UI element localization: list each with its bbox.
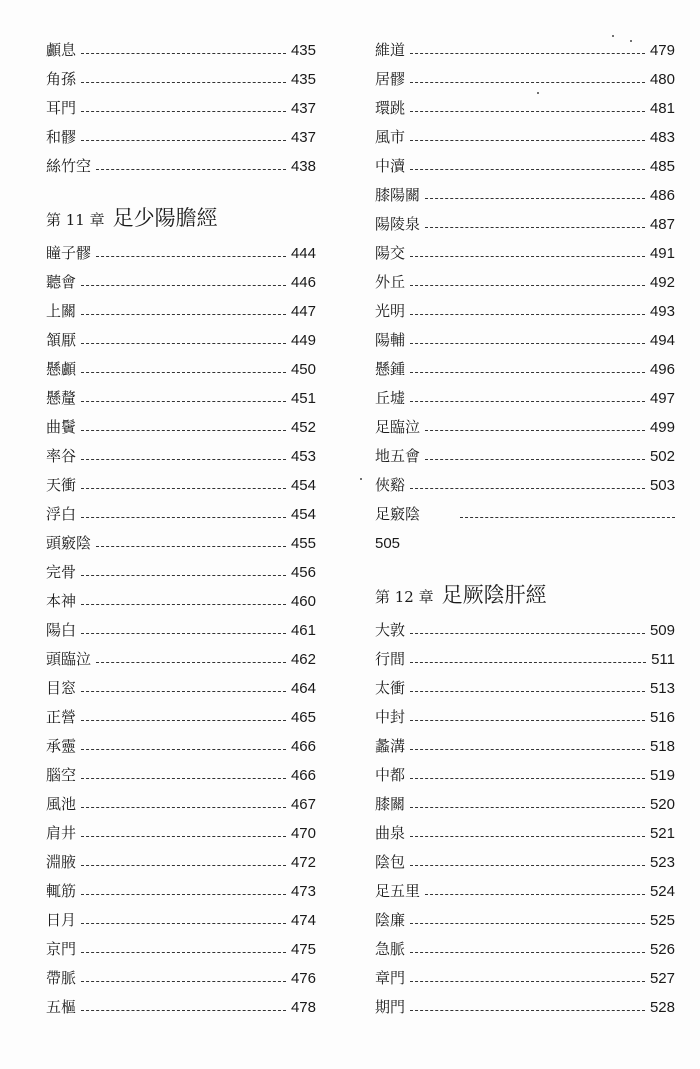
- entry-page: 513: [649, 680, 675, 697]
- entry-page: 446: [290, 274, 316, 291]
- entry-name: 中封: [375, 708, 406, 726]
- entry-name: 正營: [46, 708, 77, 726]
- scan-speck: [537, 92, 539, 94]
- entry-name: 浮白: [46, 505, 77, 523]
- entry-name: 承靈: [46, 737, 77, 755]
- entry-page: 503: [649, 477, 675, 494]
- toc-entry[interactable]: [375, 355, 675, 384]
- entry-name: 風市: [375, 128, 406, 146]
- dot-leader: [81, 951, 286, 953]
- entry-page: 447: [290, 303, 316, 320]
- toc-entry[interactable]: [46, 268, 316, 297]
- entry-page: 467: [290, 796, 316, 813]
- entry-name: 日月: [46, 911, 77, 929]
- entry-page: 473: [290, 883, 316, 900]
- dot-leader: [410, 777, 645, 779]
- entry-name: 陽輔: [375, 331, 406, 349]
- entry-name: 瞳子髎: [46, 244, 92, 262]
- dot-leader: [81, 1009, 286, 1011]
- entry-page: 481: [649, 100, 675, 117]
- toc-entry[interactable]: [46, 94, 316, 123]
- toc-entry[interactable]: [46, 442, 316, 471]
- entry-name: 急脈: [375, 940, 406, 958]
- entry-page: 438: [290, 158, 316, 175]
- entry-name: 中瀆: [375, 157, 406, 175]
- dot-leader: [410, 661, 646, 663]
- toc-entry[interactable]: [46, 529, 316, 558]
- dot-leader: [96, 168, 286, 170]
- entry-page: 454: [290, 506, 316, 523]
- entry-name: 曲泉: [375, 824, 406, 842]
- entry-name: 膝關: [375, 795, 406, 813]
- toc-entry[interactable]: [46, 587, 316, 616]
- entry-name: 懸釐: [46, 389, 77, 407]
- chapter-12-entries: [375, 616, 675, 1022]
- toc-entry[interactable]: [46, 877, 316, 906]
- entry-page: 491: [649, 245, 675, 262]
- toc-entry[interactable]: [46, 935, 316, 964]
- toc-entry[interactable]: [46, 36, 316, 65]
- entry-page: 461: [290, 622, 316, 639]
- entry-name: 光明: [375, 302, 406, 320]
- dot-leader: [81, 893, 286, 895]
- entry-name: 上關: [46, 302, 77, 320]
- dot-leader: [96, 255, 286, 257]
- entry-page: 466: [290, 738, 316, 755]
- toc-entry-broken[interactable]: [375, 500, 675, 529]
- entry-name: 陽陵泉: [375, 215, 421, 233]
- toc-entry[interactable]: [375, 790, 675, 819]
- entry-name: 京門: [46, 940, 77, 958]
- left-top-entries: [46, 36, 316, 181]
- entry-name: 維道: [375, 41, 406, 59]
- entry-name: 中都: [375, 766, 406, 784]
- entry-name: 帶脈: [46, 969, 77, 987]
- entry-name: 足五里: [375, 882, 421, 900]
- entry-page: 478: [290, 999, 316, 1016]
- entry-page: 524: [649, 883, 675, 900]
- dot-leader: [410, 922, 645, 924]
- entry-page: 497: [649, 390, 675, 407]
- entry-name: 耳門: [46, 99, 77, 117]
- toc-entry[interactable]: [375, 964, 675, 993]
- toc-entry[interactable]: [375, 239, 675, 268]
- toc-entry[interactable]: [46, 471, 316, 500]
- right-top-entries: [375, 36, 675, 500]
- toc-entry[interactable]: [375, 268, 675, 297]
- dot-leader: [81, 516, 286, 518]
- dot-leader: [81, 429, 286, 431]
- toc-entry[interactable]: [375, 442, 675, 471]
- entry-name: 章門: [375, 969, 406, 987]
- toc-entry[interactable]: [46, 761, 316, 790]
- entry-name: 輒筋: [46, 882, 77, 900]
- entry-name: 俠谿: [375, 476, 406, 494]
- toc-entry[interactable]: [46, 645, 316, 674]
- entry-page: 518: [649, 738, 675, 755]
- toc-entry[interactable]: [46, 500, 316, 529]
- toc-entry[interactable]: [46, 703, 316, 732]
- right-column: [375, 36, 675, 1022]
- dot-leader: [410, 168, 645, 170]
- entry-page: 494: [649, 332, 675, 349]
- entry-page: 452: [290, 419, 316, 436]
- entry-page: 475: [290, 941, 316, 958]
- toc-entry[interactable]: [375, 877, 675, 906]
- entry-name: 足竅陰: [375, 505, 421, 523]
- toc-entry[interactable]: [375, 181, 675, 210]
- entry-name: 完骨: [46, 563, 77, 581]
- toc-entry[interactable]: [375, 848, 675, 877]
- dot-leader: [425, 197, 645, 199]
- entry-name: 曲鬢: [46, 418, 77, 436]
- entry-name: 丘墟: [375, 389, 406, 407]
- entry-page: 476: [290, 970, 316, 987]
- toc-entry[interactable]: [46, 384, 316, 413]
- entry-name: 陰包: [375, 853, 406, 871]
- entry-page: 462: [290, 651, 316, 668]
- dot-leader: [410, 719, 645, 721]
- dot-leader: [410, 864, 645, 866]
- entry-name: 外丘: [375, 273, 406, 291]
- dot-leader: [81, 458, 286, 460]
- entry-name: 肩井: [46, 824, 77, 842]
- dot-leader: [81, 487, 286, 489]
- toc-entry[interactable]: [46, 326, 316, 355]
- toc-entry[interactable]: [375, 703, 675, 732]
- entry-name: 頭竅陰: [46, 534, 92, 552]
- dot-leader: [410, 139, 645, 141]
- entry-page: 511: [651, 651, 675, 668]
- toc-entry[interactable]: [375, 761, 675, 790]
- dot-leader: [81, 52, 286, 54]
- chapter-11-title: 足少陽膽經: [112, 206, 218, 230]
- toc-entry[interactable]: [375, 993, 675, 1022]
- dot-leader: [81, 864, 286, 866]
- entry-name: 和髎: [46, 128, 77, 146]
- dot-leader: [81, 632, 286, 634]
- entry-page: 519: [649, 767, 675, 784]
- entry-name: 懸鍾: [375, 360, 406, 378]
- entry-page: 520: [649, 796, 675, 813]
- dot-leader: [425, 458, 645, 460]
- toc-entry[interactable]: [375, 819, 675, 848]
- entry-page: 435: [290, 71, 316, 88]
- toc-entry[interactable]: [46, 674, 316, 703]
- entry-page: 444: [290, 245, 316, 262]
- toc-entry[interactable]: [46, 790, 316, 819]
- entry-name: 陽交: [375, 244, 406, 262]
- entry-page-wrapped: 505: [375, 535, 401, 552]
- entry-name: 陰廉: [375, 911, 406, 929]
- dot-leader: [81, 400, 286, 402]
- dot-leader: [410, 52, 645, 54]
- entry-page: 480: [649, 71, 675, 88]
- entry-name: 陽白: [46, 621, 77, 639]
- entry-page: 521: [649, 825, 675, 842]
- entry-page: 525: [649, 912, 675, 929]
- chapter-12-label: 第 12 章: [375, 588, 434, 606]
- entry-name: 天衝: [46, 476, 77, 494]
- entry-page: 493: [649, 303, 675, 320]
- toc-entry[interactable]: [375, 210, 675, 239]
- dot-leader: [410, 81, 645, 83]
- dot-leader: [81, 371, 286, 373]
- chapter-12-title: 足厥陰肝經: [441, 583, 547, 607]
- entry-name: 足臨泣: [375, 418, 421, 436]
- entry-name: 地五會: [375, 447, 421, 465]
- toc-entry[interactable]: [46, 355, 316, 384]
- entry-page: 456: [290, 564, 316, 581]
- dot-leader: [81, 748, 286, 750]
- scan-speck: [360, 478, 362, 480]
- entry-page: 449: [290, 332, 316, 349]
- dot-leader: [81, 777, 286, 779]
- entry-name: 目窓: [46, 679, 77, 697]
- dot-leader: [410, 313, 645, 315]
- dot-leader: [425, 893, 645, 895]
- toc-entry[interactable]: [375, 732, 675, 761]
- dot-leader: [410, 980, 645, 982]
- entry-page: 455: [290, 535, 316, 552]
- entry-name: 率谷: [46, 447, 77, 465]
- toc-entry[interactable]: [375, 326, 675, 355]
- entry-page: 528: [649, 999, 675, 1016]
- dot-leader: [96, 661, 286, 663]
- toc-entry[interactable]: [375, 471, 675, 500]
- entry-page: 453: [290, 448, 316, 465]
- dot-leader: [410, 632, 645, 634]
- toc-entry[interactable]: [375, 297, 675, 326]
- toc-entry[interactable]: [46, 297, 316, 326]
- chapter-11-entries: [46, 239, 316, 1022]
- entry-name: 蠡溝: [375, 737, 406, 755]
- entry-page: 466: [290, 767, 316, 784]
- toc-entry[interactable]: [375, 645, 675, 674]
- entry-name: 環跳: [375, 99, 406, 117]
- dot-leader: [81, 806, 286, 808]
- entry-name: 期門: [375, 998, 406, 1016]
- toc-entry[interactable]: [375, 152, 675, 181]
- entry-page: 437: [290, 100, 316, 117]
- entry-page: 437: [290, 129, 316, 146]
- dot-leader: [410, 400, 645, 402]
- dot-leader: [81, 313, 286, 315]
- entry-page: 479: [649, 42, 675, 59]
- toc-entry[interactable]: [375, 935, 675, 964]
- dot-leader: [81, 603, 286, 605]
- entry-name: 腦空: [46, 766, 77, 784]
- entry-page: 523: [649, 854, 675, 871]
- dot-leader: [410, 371, 645, 373]
- dot-leader: [425, 429, 645, 431]
- entry-name: 居髎: [375, 70, 406, 88]
- toc-entry[interactable]: [375, 906, 675, 935]
- entry-page: 496: [649, 361, 675, 378]
- dot-leader: [410, 690, 645, 692]
- dot-leader: [81, 342, 286, 344]
- entry-page: 454: [290, 477, 316, 494]
- toc-entry[interactable]: [46, 906, 316, 935]
- entry-page: 499: [649, 419, 675, 436]
- entry-page: 502: [649, 448, 675, 465]
- entry-name: 頷厭: [46, 331, 77, 349]
- dot-leader: [410, 1009, 645, 1011]
- toc-entry[interactable]: [46, 239, 316, 268]
- dot-leader: [81, 690, 286, 692]
- entry-page: 464: [290, 680, 316, 697]
- toc-entry[interactable]: [375, 65, 675, 94]
- dot-leader: [410, 255, 645, 257]
- toc-entry[interactable]: [46, 65, 316, 94]
- toc-entry[interactable]: [375, 413, 675, 442]
- dot-leader: [81, 980, 286, 982]
- dot-leader: [410, 487, 645, 489]
- toc-entry[interactable]: [46, 123, 316, 152]
- entry-name: 頭臨泣: [46, 650, 92, 668]
- dot-leader: [96, 545, 286, 547]
- scan-speck: [630, 40, 632, 42]
- entry-page: 460: [290, 593, 316, 610]
- dot-leader: [81, 139, 286, 141]
- entry-page: 465: [290, 709, 316, 726]
- entry-name: 本神: [46, 592, 77, 610]
- toc-entry[interactable]: [375, 94, 675, 123]
- toc-entry[interactable]: [46, 732, 316, 761]
- dot-leader: [410, 284, 645, 286]
- entry-page: 492: [649, 274, 675, 291]
- dot-leader: [81, 284, 286, 286]
- dot-leader: [410, 835, 645, 837]
- dot-leader: [410, 951, 645, 953]
- entry-page: 527: [649, 970, 675, 987]
- entry-name: 風池: [46, 795, 77, 813]
- entry-name: 行間: [375, 650, 406, 668]
- entry-name: 聽會: [46, 273, 77, 291]
- entry-page: 487: [649, 216, 675, 233]
- entry-name: 懸顱: [46, 360, 77, 378]
- entry-name: 太衝: [375, 679, 406, 697]
- dot-leader: [460, 516, 675, 518]
- toc-entry[interactable]: [375, 123, 675, 152]
- dot-leader: [425, 226, 645, 228]
- toc-entry[interactable]: [46, 848, 316, 877]
- entry-page: 472: [290, 854, 316, 871]
- entry-name: 角孫: [46, 70, 77, 88]
- left-column: [46, 36, 316, 1022]
- toc-entry[interactable]: [375, 384, 675, 413]
- toc-entry[interactable]: [46, 819, 316, 848]
- toc-entry[interactable]: [46, 413, 316, 442]
- entry-page: 450: [290, 361, 316, 378]
- dot-leader: [81, 835, 286, 837]
- entry-name: 顱息: [46, 41, 77, 59]
- toc-entry[interactable]: [375, 616, 675, 645]
- scan-speck: [612, 35, 614, 37]
- chapter-12-heading: [375, 580, 675, 610]
- entry-page: 516: [649, 709, 675, 726]
- entry-name: 絲竹空: [46, 157, 92, 175]
- dot-leader: [81, 81, 286, 83]
- dot-leader: [410, 806, 645, 808]
- entry-page: 474: [290, 912, 316, 929]
- entry-name: 五樞: [46, 998, 77, 1016]
- entry-page: 486: [649, 187, 675, 204]
- toc-entry[interactable]: [46, 616, 316, 645]
- toc-entry[interactable]: [46, 964, 316, 993]
- toc-entry[interactable]: [46, 993, 316, 1022]
- chapter-11-label: 第 11 章: [46, 211, 105, 229]
- entry-name: 膝陽關: [375, 186, 421, 204]
- entry-page: 509: [649, 622, 675, 639]
- entry-page: 470: [290, 825, 316, 842]
- toc-entry[interactable]: [46, 558, 316, 587]
- toc-entry[interactable]: [46, 152, 316, 181]
- dot-leader: [410, 342, 645, 344]
- dot-leader: [81, 922, 286, 924]
- dot-leader: [81, 719, 286, 721]
- dot-leader: [81, 110, 286, 112]
- entry-page: 526: [649, 941, 675, 958]
- chapter-11-heading: [46, 203, 316, 233]
- entry-page: 483: [649, 129, 675, 146]
- entry-page: 435: [290, 42, 316, 59]
- entry-page: 485: [649, 158, 675, 175]
- toc-entry[interactable]: [375, 674, 675, 703]
- dot-leader: [81, 574, 286, 576]
- entry-name: 大敦: [375, 621, 406, 639]
- entry-page: 451: [290, 390, 316, 407]
- dot-leader: [410, 748, 645, 750]
- dot-leader: [410, 110, 645, 112]
- entry-name: 淵腋: [46, 853, 77, 871]
